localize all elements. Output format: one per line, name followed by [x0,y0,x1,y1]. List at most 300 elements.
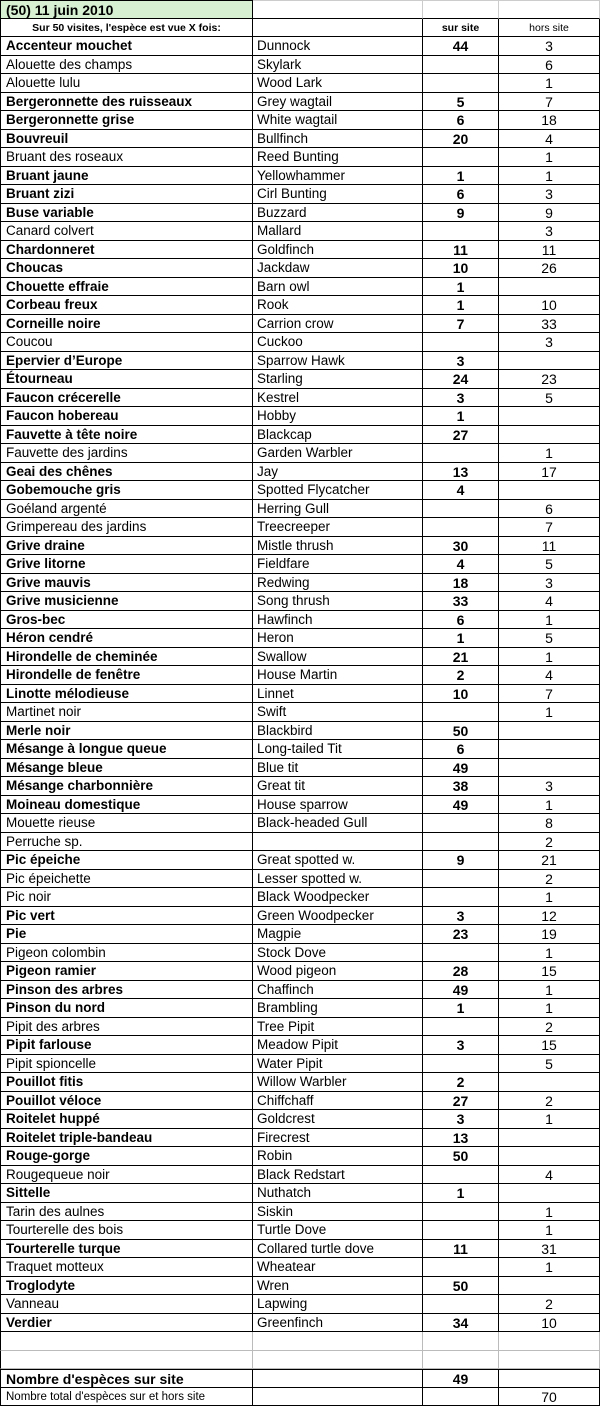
species-fr-cell[interactable]: Bruant des roseaux [0,148,253,167]
species-fr-cell[interactable]: Bruant jaune [0,167,253,186]
hors-site-cell[interactable]: 17 [499,463,600,482]
species-en-cell[interactable]: Wren [253,1277,423,1296]
species-en-cell[interactable]: Cuckoo [253,333,423,352]
blank-cell[interactable] [0,1351,253,1370]
sur-site-cell[interactable] [423,1295,499,1314]
sur-site-cell[interactable]: 3 [423,1036,499,1055]
species-en-cell[interactable]: Herring Gull [253,500,423,519]
sur-site-cell[interactable]: 20 [423,130,499,149]
sur-site-cell[interactable]: 4 [423,555,499,574]
hors-site-cell[interactable]: 2 [499,1295,600,1314]
hors-site-cell[interactable]: 23 [499,370,600,389]
species-en-cell[interactable]: Sparrow Hawk [253,352,423,371]
hors-site-cell[interactable]: 8 [499,814,600,833]
species-en-cell[interactable]: Bullfinch [253,130,423,149]
sur-site-cell[interactable]: 44 [423,37,499,56]
sur-site-cell[interactable]: 13 [423,1129,499,1148]
species-fr-cell[interactable]: Grive draine [0,537,253,556]
species-en-cell[interactable]: Goldcrest [253,1110,423,1129]
sur-site-cell[interactable] [423,814,499,833]
total-empty-cell[interactable] [253,1369,423,1388]
sur-site-cell[interactable]: 5 [423,93,499,112]
species-en-cell[interactable]: Mallard [253,222,423,241]
species-en-cell[interactable]: Song thrush [253,592,423,611]
species-en-cell[interactable]: Brambling [253,999,423,1018]
hors-site-cell[interactable]: 1 [499,888,600,907]
species-en-cell[interactable]: Dunnock [253,37,423,56]
sur-site-cell[interactable]: 9 [423,204,499,223]
total-empty-cell[interactable] [253,1388,423,1407]
hors-site-cell[interactable]: 19 [499,925,600,944]
hors-site-cell[interactable]: 1 [499,74,600,93]
hors-site-cell[interactable]: 1 [499,1110,600,1129]
sur-site-cell[interactable] [423,870,499,889]
species-fr-cell[interactable]: Coucou [0,333,253,352]
species-fr-cell[interactable]: Pouillot véloce [0,1092,253,1111]
species-fr-cell[interactable]: Pie [0,925,253,944]
total-all-label[interactable]: Nombre total d'espèces sur et hors site [0,1388,253,1407]
species-en-cell[interactable]: Mistle thrush [253,537,423,556]
hors-site-cell[interactable]: 3 [499,37,600,56]
sur-site-cell[interactable]: 27 [423,1092,499,1111]
species-fr-cell[interactable]: Accenteur mouchet [0,37,253,56]
species-en-cell[interactable]: Carrion crow [253,315,423,334]
species-fr-cell[interactable]: Grimpereau des jardins [0,518,253,537]
species-fr-cell[interactable]: Chardonneret [0,241,253,260]
hors-site-cell[interactable] [499,1147,600,1166]
hors-site-cell[interactable]: 4 [499,130,600,149]
sur-site-cell[interactable]: 50 [423,1277,499,1296]
total-all-value[interactable]: 70 [499,1388,600,1407]
species-fr-cell[interactable]: Choucas [0,259,253,278]
sur-site-cell[interactable] [423,1203,499,1222]
species-fr-cell[interactable]: Corneille noire [0,315,253,334]
species-fr-cell[interactable]: Pipit des arbres [0,1018,253,1037]
hors-site-cell[interactable]: 15 [499,962,600,981]
species-en-cell[interactable]: House Martin [253,666,423,685]
hors-site-cell[interactable]: 1 [499,999,600,1018]
species-fr-cell[interactable]: Pic épeichette [0,870,253,889]
species-fr-cell[interactable]: Fauvette des jardins [0,444,253,463]
hors-site-cell[interactable]: 1 [499,1203,600,1222]
species-fr-cell[interactable]: Roitelet triple-bandeau [0,1129,253,1148]
sur-site-cell[interactable]: 1 [423,167,499,186]
species-fr-cell[interactable]: Tourterelle des bois [0,1221,253,1240]
sur-site-cell[interactable]: 10 [423,685,499,704]
total-site-label[interactable]: Nombre d'espèces sur site [0,1369,253,1388]
sur-site-cell[interactable] [423,1018,499,1037]
blank-cell[interactable] [423,1351,499,1370]
sur-site-cell[interactable] [423,74,499,93]
hors-site-cell[interactable]: 33 [499,315,600,334]
species-en-cell[interactable]: Swallow [253,648,423,667]
species-en-cell[interactable]: Spotted Flycatcher [253,481,423,500]
sur-site-cell[interactable]: 13 [423,463,499,482]
sur-site-cell[interactable] [423,333,499,352]
sur-site-cell[interactable]: 49 [423,759,499,778]
species-en-cell[interactable]: Blackcap [253,426,423,445]
species-fr-cell[interactable]: Gros-bec [0,611,253,630]
species-fr-cell[interactable]: Pouillot fitis [0,1073,253,1092]
species-en-cell[interactable]: Yellowhammer [253,167,423,186]
sur-site-cell[interactable] [423,1166,499,1185]
sur-site-cell[interactable] [423,148,499,167]
sur-site-cell[interactable]: 1 [423,407,499,426]
species-en-cell[interactable]: Great spotted w. [253,851,423,870]
hors-site-cell[interactable]: 3 [499,574,600,593]
hors-site-cell[interactable]: 5 [499,555,600,574]
species-en-cell[interactable]: Kestrel [253,389,423,408]
hors-site-cell[interactable] [499,352,600,371]
hors-site-cell[interactable]: 2 [499,1018,600,1037]
total-site-value[interactable]: 49 [423,1369,499,1388]
species-en-cell[interactable]: Linnet [253,685,423,704]
sur-site-cell[interactable] [423,444,499,463]
hors-site-cell[interactable]: 1 [499,703,600,722]
hors-site-cell[interactable] [499,1184,600,1203]
hors-site-cell[interactable]: 1 [499,148,600,167]
species-fr-cell[interactable]: Linotte mélodieuse [0,685,253,704]
species-en-cell[interactable]: Black-headed Gull [253,814,423,833]
sur-site-cell[interactable]: 28 [423,962,499,981]
species-en-cell[interactable]: Robin [253,1147,423,1166]
species-fr-cell[interactable]: Rougequeue noir [0,1166,253,1185]
sur-site-cell[interactable]: 11 [423,241,499,260]
sur-site-cell[interactable]: 50 [423,1147,499,1166]
sur-site-cell[interactable] [423,1258,499,1277]
hors-site-cell[interactable]: 7 [499,685,600,704]
species-fr-cell[interactable]: Sittelle [0,1184,253,1203]
species-fr-cell[interactable]: Alouette des champs [0,56,253,75]
species-fr-cell[interactable]: Pipit farlouse [0,1036,253,1055]
hors-site-cell[interactable]: 1 [499,648,600,667]
sur-site-cell[interactable]: 1 [423,296,499,315]
species-fr-cell[interactable]: Bouvreuil [0,130,253,149]
sur-site-cell[interactable]: 6 [423,740,499,759]
sur-site-cell[interactable]: 3 [423,907,499,926]
species-en-cell[interactable]: Chaffinch [253,981,423,1000]
species-fr-cell[interactable]: Grive musicienne [0,592,253,611]
species-en-cell[interactable]: Turtle Dove [253,1221,423,1240]
species-fr-cell[interactable]: Étourneau [0,370,253,389]
species-fr-cell[interactable]: Mésange bleue [0,759,253,778]
species-fr-cell[interactable]: Roitelet huppé [0,1110,253,1129]
hors-site-cell[interactable]: 5 [499,389,600,408]
hors-site-cell[interactable] [499,1129,600,1148]
species-fr-cell[interactable]: Pic noir [0,888,253,907]
sur-site-cell[interactable]: 9 [423,851,499,870]
sur-site-cell[interactable]: 6 [423,185,499,204]
species-en-cell[interactable]: Heron [253,629,423,648]
species-en-cell[interactable]: Blue tit [253,759,423,778]
species-en-cell[interactable]: Black Redstart [253,1166,423,1185]
species-fr-cell[interactable]: Goéland argenté [0,500,253,519]
species-fr-cell[interactable]: Fauvette à tête noire [0,426,253,445]
header-sur-site[interactable]: sur site [423,19,499,38]
sur-site-cell[interactable]: 3 [423,1110,499,1129]
sur-site-cell[interactable] [423,888,499,907]
species-fr-cell[interactable]: Martinet noir [0,703,253,722]
hors-site-cell[interactable]: 21 [499,851,600,870]
species-en-cell[interactable]: Wheatear [253,1258,423,1277]
hors-site-cell[interactable]: 4 [499,1166,600,1185]
species-en-cell[interactable]: Meadow Pipit [253,1036,423,1055]
hors-site-cell[interactable]: 3 [499,777,600,796]
hors-site-cell[interactable]: 10 [499,296,600,315]
species-fr-cell[interactable]: Verdier [0,1314,253,1333]
sur-site-cell[interactable]: 1 [423,999,499,1018]
sur-site-cell[interactable] [423,833,499,852]
species-fr-cell[interactable]: Pipit spioncelle [0,1055,253,1074]
species-fr-cell[interactable]: Pigeon colombin [0,944,253,963]
blank-cell[interactable] [253,1351,423,1370]
species-fr-cell[interactable]: Mouette rieuse [0,814,253,833]
species-fr-cell[interactable]: Gobemouche gris [0,481,253,500]
sur-site-cell[interactable]: 33 [423,592,499,611]
species-en-cell[interactable]: Lapwing [253,1295,423,1314]
total-empty-cell[interactable] [423,1388,499,1407]
species-fr-cell[interactable]: Mésange charbonnière [0,777,253,796]
hors-site-cell[interactable]: 12 [499,907,600,926]
species-en-cell[interactable]: Siskin [253,1203,423,1222]
species-en-cell[interactable]: Magpie [253,925,423,944]
species-en-cell[interactable]: Green Woodpecker [253,907,423,926]
species-en-cell[interactable]: Fieldfare [253,555,423,574]
species-fr-cell[interactable]: Vanneau [0,1295,253,1314]
hors-site-cell[interactable] [499,1277,600,1296]
sur-site-cell[interactable] [423,703,499,722]
species-en-cell[interactable]: Reed Bunting [253,148,423,167]
species-en-cell[interactable]: Swift [253,703,423,722]
hors-site-cell[interactable]: 2 [499,833,600,852]
sur-site-cell[interactable] [423,500,499,519]
species-en-cell[interactable]: Jay [253,463,423,482]
hors-site-cell[interactable]: 1 [499,444,600,463]
hors-site-cell[interactable]: 11 [499,537,600,556]
blank-cell[interactable] [423,1332,499,1351]
species-en-cell[interactable]: Black Woodpecker [253,888,423,907]
species-en-cell[interactable]: Rook [253,296,423,315]
species-en-cell[interactable]: Greenfinch [253,1314,423,1333]
species-fr-cell[interactable]: Perruche sp. [0,833,253,852]
species-en-cell[interactable]: Hobby [253,407,423,426]
species-en-cell[interactable]: Water Pipit [253,1055,423,1074]
hors-site-cell[interactable]: 2 [499,870,600,889]
blank-cell[interactable] [0,1332,253,1351]
species-fr-cell[interactable]: Faucon crécerelle [0,389,253,408]
header-empty-cell[interactable] [253,19,423,38]
species-en-cell[interactable]: Tree Pipit [253,1018,423,1037]
hors-site-cell[interactable]: 3 [499,333,600,352]
hors-site-cell[interactable] [499,1073,600,1092]
sur-site-cell[interactable]: 38 [423,777,499,796]
species-en-cell[interactable]: Redwing [253,574,423,593]
species-en-cell[interactable]: Skylark [253,56,423,75]
species-fr-cell[interactable]: Rouge-gorge [0,1147,253,1166]
sur-site-cell[interactable]: 10 [423,259,499,278]
species-en-cell[interactable]: Long-tailed Tit [253,740,423,759]
species-en-cell[interactable]: Wood pigeon [253,962,423,981]
sur-site-cell[interactable]: 27 [423,426,499,445]
species-en-cell[interactable]: Barn owl [253,278,423,297]
species-fr-cell[interactable]: Tarin des aulnes [0,1203,253,1222]
species-fr-cell[interactable]: Troglodyte [0,1277,253,1296]
sur-site-cell[interactable]: 3 [423,389,499,408]
hors-site-cell[interactable]: 31 [499,1240,600,1259]
hors-site-cell[interactable] [499,481,600,500]
species-fr-cell[interactable]: Epervier d’Europe [0,352,253,371]
sur-site-cell[interactable]: 6 [423,611,499,630]
species-en-cell[interactable]: Wood Lark [253,74,423,93]
hors-site-cell[interactable] [499,759,600,778]
species-fr-cell[interactable]: Moineau domestique [0,796,253,815]
hors-site-cell[interactable]: 26 [499,259,600,278]
species-en-cell[interactable]: Stock Dove [253,944,423,963]
hors-site-cell[interactable]: 4 [499,666,600,685]
sur-site-cell[interactable]: 50 [423,722,499,741]
species-fr-cell[interactable]: Bergeronnette des ruisseaux [0,93,253,112]
sur-site-cell[interactable]: 30 [423,537,499,556]
sur-site-cell[interactable]: 23 [423,925,499,944]
hors-site-cell[interactable]: 1 [499,944,600,963]
hors-site-cell[interactable]: 6 [499,500,600,519]
species-fr-cell[interactable]: Alouette lulu [0,74,253,93]
species-fr-cell[interactable]: Hirondelle de fenêtre [0,666,253,685]
sur-site-cell[interactable] [423,1055,499,1074]
species-en-cell[interactable]: Buzzard [253,204,423,223]
blank-cell[interactable] [499,1351,600,1370]
species-fr-cell[interactable]: Grive litorne [0,555,253,574]
sur-site-cell[interactable] [423,944,499,963]
species-en-cell[interactable]: Hawfinch [253,611,423,630]
hors-site-cell[interactable] [499,407,600,426]
sur-site-cell[interactable] [423,222,499,241]
title-empty-cell[interactable] [253,0,423,19]
species-en-cell[interactable]: Collared turtle dove [253,1240,423,1259]
hors-site-cell[interactable]: 5 [499,629,600,648]
table-title[interactable]: (50) 11 juin 2010 [0,0,253,19]
hors-site-cell[interactable]: 1 [499,611,600,630]
sur-site-cell[interactable]: 24 [423,370,499,389]
hors-site-cell[interactable]: 3 [499,222,600,241]
species-fr-cell[interactable]: Canard colvert [0,222,253,241]
species-en-cell[interactable]: House sparrow [253,796,423,815]
species-en-cell[interactable]: Cirl Bunting [253,185,423,204]
blank-cell[interactable] [499,1332,600,1351]
species-fr-cell[interactable]: Chouette effraie [0,278,253,297]
sur-site-cell[interactable]: 3 [423,352,499,371]
sur-site-cell[interactable]: 2 [423,666,499,685]
species-en-cell[interactable]: Garden Warbler [253,444,423,463]
sur-site-cell[interactable] [423,1221,499,1240]
species-fr-cell[interactable]: Bergeronnette grise [0,111,253,130]
hors-site-cell[interactable]: 4 [499,592,600,611]
species-en-cell[interactable]: Grey wagtail [253,93,423,112]
species-en-cell[interactable]: Jackdaw [253,259,423,278]
species-fr-cell[interactable]: Pinson des arbres [0,981,253,1000]
hors-site-cell[interactable]: 15 [499,1036,600,1055]
sur-site-cell[interactable]: 18 [423,574,499,593]
blank-cell[interactable] [253,1332,423,1351]
species-en-cell[interactable] [253,833,423,852]
species-fr-cell[interactable]: Pinson du nord [0,999,253,1018]
species-en-cell[interactable]: Chiffchaff [253,1092,423,1111]
species-fr-cell[interactable]: Corbeau freux [0,296,253,315]
species-en-cell[interactable]: Blackbird [253,722,423,741]
hors-site-cell[interactable]: 1 [499,1221,600,1240]
species-fr-cell[interactable]: Pic vert [0,907,253,926]
sur-site-cell[interactable]: 21 [423,648,499,667]
hors-site-cell[interactable]: 1 [499,167,600,186]
total-empty-cell[interactable] [499,1369,600,1388]
species-fr-cell[interactable]: Merle noir [0,722,253,741]
sur-site-cell[interactable]: 11 [423,1240,499,1259]
hors-site-cell[interactable] [499,740,600,759]
species-fr-cell[interactable]: Buse variable [0,204,253,223]
hors-site-cell[interactable]: 1 [499,981,600,1000]
species-fr-cell[interactable]: Hirondelle de cheminée [0,648,253,667]
species-en-cell[interactable]: Willow Warbler [253,1073,423,1092]
species-en-cell[interactable]: Nuthatch [253,1184,423,1203]
sur-site-cell[interactable]: 34 [423,1314,499,1333]
hors-site-cell[interactable] [499,278,600,297]
species-en-cell[interactable]: Firecrest [253,1129,423,1148]
species-en-cell[interactable]: White wagtail [253,111,423,130]
hors-site-cell[interactable]: 1 [499,796,600,815]
sur-site-cell[interactable]: 49 [423,981,499,1000]
hors-site-cell[interactable]: 7 [499,93,600,112]
hors-site-cell[interactable]: 11 [499,241,600,260]
sur-site-cell[interactable] [423,56,499,75]
hors-site-cell[interactable]: 9 [499,204,600,223]
hors-site-cell[interactable] [499,722,600,741]
hors-site-cell[interactable]: 3 [499,185,600,204]
sur-site-cell[interactable]: 6 [423,111,499,130]
hors-site-cell[interactable]: 6 [499,56,600,75]
species-fr-cell[interactable]: Grive mauvis [0,574,253,593]
sur-site-cell[interactable]: 49 [423,796,499,815]
hors-site-cell[interactable] [499,426,600,445]
sur-site-cell[interactable] [423,518,499,537]
header-hors-site[interactable]: hors site [499,19,600,38]
species-fr-cell[interactable]: Faucon hobereau [0,407,253,426]
hors-site-cell[interactable]: 1 [499,1258,600,1277]
species-fr-cell[interactable]: Mésange à longue queue [0,740,253,759]
species-fr-cell[interactable]: Pic épeiche [0,851,253,870]
title-empty-cell[interactable] [499,0,600,19]
hors-site-cell[interactable]: 18 [499,111,600,130]
species-fr-cell[interactable]: Bruant zizi [0,185,253,204]
species-fr-cell[interactable]: Traquet motteux [0,1258,253,1277]
species-fr-cell[interactable]: Tourterelle turque [0,1240,253,1259]
species-en-cell[interactable]: Starling [253,370,423,389]
species-en-cell[interactable]: Treecreeper [253,518,423,537]
hors-site-cell[interactable]: 10 [499,1314,600,1333]
sur-site-cell[interactable]: 1 [423,1184,499,1203]
species-fr-cell[interactable]: Geai des chênes [0,463,253,482]
header-visits-note[interactable]: Sur 50 visites, l'espèce est vue X fois: [0,19,253,38]
hors-site-cell[interactable]: 5 [499,1055,600,1074]
sur-site-cell[interactable]: 2 [423,1073,499,1092]
title-empty-cell[interactable] [423,0,499,19]
sur-site-cell[interactable]: 4 [423,481,499,500]
species-en-cell[interactable]: Goldfinch [253,241,423,260]
hors-site-cell[interactable]: 7 [499,518,600,537]
sur-site-cell[interactable]: 1 [423,278,499,297]
species-en-cell[interactable]: Great tit [253,777,423,796]
hors-site-cell[interactable]: 2 [499,1092,600,1111]
species-fr-cell[interactable]: Héron cendré [0,629,253,648]
